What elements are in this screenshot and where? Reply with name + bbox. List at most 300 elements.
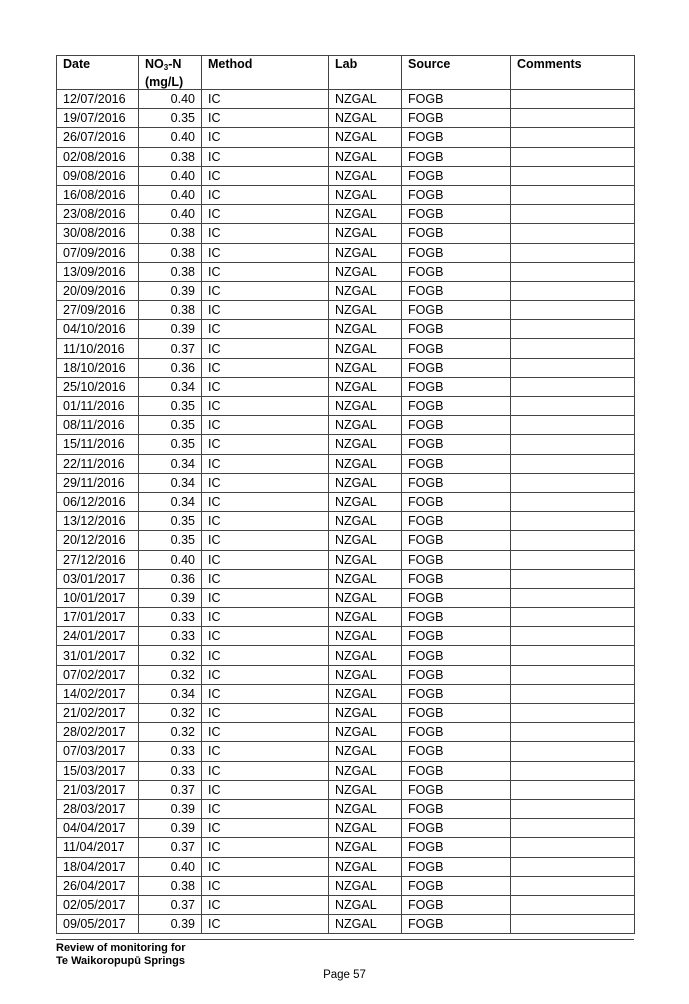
table-body	[57, 90, 635, 934]
date-cell: 11/04/2017	[57, 838, 139, 857]
method-cell: IC	[202, 819, 329, 838]
lab-cell: NZGAL	[329, 301, 402, 320]
table-row	[57, 454, 635, 473]
table-row	[57, 90, 635, 109]
no3n-value-cell: 0.39	[139, 915, 202, 934]
comments-cell	[511, 531, 635, 550]
source-cell: FOGB	[402, 665, 511, 684]
date-cell: 07/03/2017	[57, 742, 139, 761]
comments-cell	[511, 876, 635, 895]
table-row	[57, 301, 635, 320]
method-cell: IC	[202, 358, 329, 377]
source-cell: FOGB	[402, 320, 511, 339]
comments-cell	[511, 185, 635, 204]
method-cell: IC	[202, 665, 329, 684]
no3n-value-cell: 0.35	[139, 109, 202, 128]
source-cell: FOGB	[402, 301, 511, 320]
no3n-value-cell: 0.39	[139, 281, 202, 300]
source-cell: FOGB	[402, 780, 511, 799]
date-cell: 27/12/2016	[57, 550, 139, 569]
comments-cell	[511, 301, 635, 320]
date-cell: 18/10/2016	[57, 358, 139, 377]
lab-cell: NZGAL	[329, 608, 402, 627]
page-number: Page 57	[323, 969, 366, 981]
table-row	[57, 512, 635, 531]
method-cell: IC	[202, 704, 329, 723]
source-cell: FOGB	[402, 454, 511, 473]
no3n-value-cell: 0.34	[139, 377, 202, 396]
lab-cell: NZGAL	[329, 799, 402, 818]
table-row	[57, 224, 635, 243]
comments-cell	[511, 780, 635, 799]
method-cell: IC	[202, 473, 329, 492]
date-cell: 13/12/2016	[57, 512, 139, 531]
date-cell: 07/09/2016	[57, 243, 139, 262]
lab-cell: NZGAL	[329, 684, 402, 703]
date-cell: 15/03/2017	[57, 761, 139, 780]
comments-cell	[511, 377, 635, 396]
comments-cell	[511, 895, 635, 914]
source-cell: FOGB	[402, 416, 511, 435]
table-row	[57, 799, 635, 818]
date-cell: 16/08/2016	[57, 185, 139, 204]
no3n-value-cell: 0.40	[139, 857, 202, 876]
source-cell: FOGB	[402, 512, 511, 531]
source-cell: FOGB	[402, 646, 511, 665]
lab-cell: NZGAL	[329, 166, 402, 185]
nitrate-data-table	[56, 55, 635, 934]
lab-cell: NZGAL	[329, 819, 402, 838]
method-cell: IC	[202, 377, 329, 396]
lab-cell: NZGAL	[329, 569, 402, 588]
source-cell: FOGB	[402, 799, 511, 818]
source-cell: FOGB	[402, 569, 511, 588]
method-cell: IC	[202, 569, 329, 588]
table-row	[57, 857, 635, 876]
no3n-value-cell: 0.35	[139, 435, 202, 454]
date-cell: 21/02/2017	[57, 704, 139, 723]
table-row	[57, 435, 635, 454]
method-cell: IC	[202, 281, 329, 300]
no3n-value-cell: 0.39	[139, 320, 202, 339]
method-cell: IC	[202, 838, 329, 857]
no3n-value-cell: 0.34	[139, 492, 202, 511]
lab-cell: NZGAL	[329, 857, 402, 876]
date-cell: 08/11/2016	[57, 416, 139, 435]
comments-cell	[511, 838, 635, 857]
no3n-value-cell: 0.37	[139, 838, 202, 857]
no3n-value-cell: 0.40	[139, 128, 202, 147]
source-cell: FOGB	[402, 742, 511, 761]
date-cell: 15/11/2016	[57, 435, 139, 454]
header-method: Method	[202, 56, 329, 90]
date-cell: 26/07/2016	[57, 128, 139, 147]
method-cell: IC	[202, 128, 329, 147]
table-row	[57, 627, 635, 646]
table-row	[57, 876, 635, 895]
lab-cell: NZGAL	[329, 262, 402, 281]
no3n-value-cell: 0.40	[139, 90, 202, 109]
method-cell: IC	[202, 492, 329, 511]
method-cell: IC	[202, 512, 329, 531]
method-cell: IC	[202, 454, 329, 473]
comments-cell	[511, 857, 635, 876]
method-cell: IC	[202, 723, 329, 742]
comments-cell	[511, 512, 635, 531]
lab-cell: NZGAL	[329, 780, 402, 799]
header-date: Date	[57, 56, 139, 90]
source-cell: FOGB	[402, 550, 511, 569]
table-row	[57, 358, 635, 377]
method-cell: IC	[202, 627, 329, 646]
date-cell: 12/07/2016	[57, 90, 139, 109]
method-cell: IC	[202, 915, 329, 934]
table-row	[57, 147, 635, 166]
table-row	[57, 550, 635, 569]
lab-cell: NZGAL	[329, 646, 402, 665]
table-row	[57, 339, 635, 358]
lab-cell: NZGAL	[329, 109, 402, 128]
lab-cell: NZGAL	[329, 512, 402, 531]
comments-cell	[511, 243, 635, 262]
date-cell: 22/11/2016	[57, 454, 139, 473]
comments-cell	[511, 128, 635, 147]
no3n-value-cell: 0.37	[139, 339, 202, 358]
table-row	[57, 761, 635, 780]
date-cell: 23/08/2016	[57, 205, 139, 224]
lab-cell: NZGAL	[329, 358, 402, 377]
table-row	[57, 646, 635, 665]
lab-cell: NZGAL	[329, 185, 402, 204]
comments-cell	[511, 723, 635, 742]
method-cell: IC	[202, 185, 329, 204]
no3n-value-cell: 0.40	[139, 550, 202, 569]
date-cell: 29/11/2016	[57, 473, 139, 492]
no3n-value-cell: 0.38	[139, 147, 202, 166]
footer-title-line2: Te Waikoropupū Springs	[56, 955, 185, 967]
date-cell: 02/08/2016	[57, 147, 139, 166]
date-cell: 10/01/2017	[57, 588, 139, 607]
comments-cell	[511, 588, 635, 607]
comments-cell	[511, 646, 635, 665]
table-row	[57, 588, 635, 607]
comments-cell	[511, 109, 635, 128]
date-cell: 26/04/2017	[57, 876, 139, 895]
lab-cell: NZGAL	[329, 704, 402, 723]
source-cell: FOGB	[402, 492, 511, 511]
date-cell: 06/12/2016	[57, 492, 139, 511]
comments-cell	[511, 397, 635, 416]
lab-cell: NZGAL	[329, 454, 402, 473]
comments-cell	[511, 147, 635, 166]
comments-cell	[511, 704, 635, 723]
date-cell: 18/04/2017	[57, 857, 139, 876]
lab-cell: NZGAL	[329, 742, 402, 761]
header-no3n	[139, 56, 202, 90]
comments-cell	[511, 205, 635, 224]
no3n-value-cell: 0.34	[139, 473, 202, 492]
source-cell: FOGB	[402, 819, 511, 838]
source-cell: FOGB	[402, 281, 511, 300]
lab-cell: NZGAL	[329, 416, 402, 435]
method-cell: IC	[202, 205, 329, 224]
date-cell: 01/11/2016	[57, 397, 139, 416]
no3n-value-cell: 0.36	[139, 358, 202, 377]
method-cell: IC	[202, 550, 329, 569]
no3n-value-cell: 0.33	[139, 742, 202, 761]
lab-cell: NZGAL	[329, 665, 402, 684]
table-row	[57, 915, 635, 934]
source-cell: FOGB	[402, 224, 511, 243]
no3n-value-cell: 0.38	[139, 301, 202, 320]
method-cell: IC	[202, 224, 329, 243]
no3n-value-cell: 0.39	[139, 799, 202, 818]
table-row	[57, 665, 635, 684]
source-cell: FOGB	[402, 435, 511, 454]
no3n-value-cell: 0.39	[139, 588, 202, 607]
comments-cell	[511, 224, 635, 243]
method-cell: IC	[202, 531, 329, 550]
method-cell: IC	[202, 684, 329, 703]
table-row	[57, 531, 635, 550]
lab-cell: NZGAL	[329, 224, 402, 243]
source-cell: FOGB	[402, 262, 511, 281]
lab-cell: NZGAL	[329, 627, 402, 646]
date-cell: 31/01/2017	[57, 646, 139, 665]
date-cell: 28/03/2017	[57, 799, 139, 818]
method-cell: IC	[202, 320, 329, 339]
lab-cell: NZGAL	[329, 838, 402, 857]
table-row	[57, 109, 635, 128]
comments-cell	[511, 608, 635, 627]
source-cell: FOGB	[402, 205, 511, 224]
lab-cell: NZGAL	[329, 473, 402, 492]
lab-cell: NZGAL	[329, 281, 402, 300]
table-row	[57, 569, 635, 588]
table-row	[57, 838, 635, 857]
method-cell: IC	[202, 109, 329, 128]
method-cell: IC	[202, 243, 329, 262]
header-no3-unit: (mg/L)	[145, 75, 184, 89]
table-row	[57, 205, 635, 224]
table-row	[57, 128, 635, 147]
table-row	[57, 262, 635, 281]
source-cell: FOGB	[402, 243, 511, 262]
table-row	[57, 704, 635, 723]
source-cell: FOGB	[402, 838, 511, 857]
header-source: Source	[402, 56, 511, 90]
table-row	[57, 397, 635, 416]
method-cell: IC	[202, 397, 329, 416]
comments-cell	[511, 492, 635, 511]
no3n-value-cell: 0.38	[139, 224, 202, 243]
comments-cell	[511, 435, 635, 454]
comments-cell	[511, 473, 635, 492]
method-cell: IC	[202, 435, 329, 454]
method-cell: IC	[202, 262, 329, 281]
source-cell: FOGB	[402, 684, 511, 703]
no3n-value-cell: 0.32	[139, 723, 202, 742]
table-row	[57, 684, 635, 703]
date-cell: 24/01/2017	[57, 627, 139, 646]
lab-cell: NZGAL	[329, 550, 402, 569]
no3n-value-cell: 0.34	[139, 684, 202, 703]
comments-cell	[511, 281, 635, 300]
table-row	[57, 281, 635, 300]
footer-divider	[56, 939, 634, 940]
no3n-value-cell: 0.33	[139, 627, 202, 646]
comments-cell	[511, 166, 635, 185]
date-cell: 09/05/2017	[57, 915, 139, 934]
source-cell: FOGB	[402, 128, 511, 147]
table-row	[57, 780, 635, 799]
table-row	[57, 723, 635, 742]
comments-cell	[511, 819, 635, 838]
comments-cell	[511, 742, 635, 761]
date-cell: 19/07/2016	[57, 109, 139, 128]
source-cell: FOGB	[402, 723, 511, 742]
source-cell: FOGB	[402, 166, 511, 185]
date-cell: 04/04/2017	[57, 819, 139, 838]
table-row	[57, 320, 635, 339]
method-cell: IC	[202, 780, 329, 799]
no3n-value-cell: 0.37	[139, 780, 202, 799]
source-cell: FOGB	[402, 185, 511, 204]
table-row	[57, 742, 635, 761]
date-cell: 27/09/2016	[57, 301, 139, 320]
comments-cell	[511, 915, 635, 934]
comments-cell	[511, 90, 635, 109]
no3n-value-cell: 0.38	[139, 876, 202, 895]
table-row	[57, 819, 635, 838]
comments-cell	[511, 627, 635, 646]
method-cell: IC	[202, 301, 329, 320]
lab-cell: NZGAL	[329, 205, 402, 224]
source-cell: FOGB	[402, 627, 511, 646]
no3n-value-cell: 0.40	[139, 166, 202, 185]
lab-cell: NZGAL	[329, 397, 402, 416]
date-cell: 25/10/2016	[57, 377, 139, 396]
no3n-value-cell: 0.32	[139, 646, 202, 665]
date-cell: 13/09/2016	[57, 262, 139, 281]
source-cell: FOGB	[402, 397, 511, 416]
comments-cell	[511, 358, 635, 377]
source-cell: FOGB	[402, 531, 511, 550]
no3n-value-cell: 0.33	[139, 761, 202, 780]
lab-cell: NZGAL	[329, 588, 402, 607]
comments-cell	[511, 761, 635, 780]
comments-cell	[511, 665, 635, 684]
no3n-value-cell: 0.36	[139, 569, 202, 588]
source-cell: FOGB	[402, 608, 511, 627]
source-cell: FOGB	[402, 339, 511, 358]
lab-cell: NZGAL	[329, 243, 402, 262]
comments-cell	[511, 339, 635, 358]
footer-title-line1: Review of monitoring for	[56, 942, 186, 954]
table-row	[57, 166, 635, 185]
no3n-value-cell: 0.35	[139, 531, 202, 550]
date-cell: 20/12/2016	[57, 531, 139, 550]
method-cell: IC	[202, 799, 329, 818]
no3n-value-cell: 0.32	[139, 665, 202, 684]
date-cell: 11/10/2016	[57, 339, 139, 358]
date-cell: 21/03/2017	[57, 780, 139, 799]
lab-cell: NZGAL	[329, 377, 402, 396]
header-lab: Lab	[329, 56, 402, 90]
source-cell: FOGB	[402, 109, 511, 128]
lab-cell: NZGAL	[329, 531, 402, 550]
source-cell: FOGB	[402, 90, 511, 109]
no3n-value-cell: 0.38	[139, 243, 202, 262]
table-row	[57, 377, 635, 396]
no3n-value-cell: 0.37	[139, 895, 202, 914]
lab-cell: NZGAL	[329, 435, 402, 454]
date-cell: 17/01/2017	[57, 608, 139, 627]
date-cell: 04/10/2016	[57, 320, 139, 339]
comments-cell	[511, 320, 635, 339]
date-cell: 30/08/2016	[57, 224, 139, 243]
no3n-value-cell: 0.40	[139, 205, 202, 224]
comments-cell	[511, 262, 635, 281]
no3n-value-cell: 0.38	[139, 262, 202, 281]
source-cell: FOGB	[402, 147, 511, 166]
method-cell: IC	[202, 742, 329, 761]
lab-cell: NZGAL	[329, 320, 402, 339]
no3n-value-cell: 0.34	[139, 454, 202, 473]
source-cell: FOGB	[402, 857, 511, 876]
method-cell: IC	[202, 761, 329, 780]
no3n-value-cell: 0.32	[139, 704, 202, 723]
table-header-row	[57, 56, 635, 90]
lab-cell: NZGAL	[329, 915, 402, 934]
lab-cell: NZGAL	[329, 339, 402, 358]
lab-cell: NZGAL	[329, 895, 402, 914]
lab-cell: NZGAL	[329, 492, 402, 511]
comments-cell	[511, 550, 635, 569]
method-cell: IC	[202, 166, 329, 185]
no3n-value-cell: 0.35	[139, 512, 202, 531]
source-cell: FOGB	[402, 704, 511, 723]
table-row	[57, 416, 635, 435]
date-cell: 09/08/2016	[57, 166, 139, 185]
source-cell: FOGB	[402, 377, 511, 396]
method-cell: IC	[202, 608, 329, 627]
source-cell: FOGB	[402, 473, 511, 492]
comments-cell	[511, 569, 635, 588]
date-cell: 14/02/2017	[57, 684, 139, 703]
table-row	[57, 895, 635, 914]
source-cell: FOGB	[402, 915, 511, 934]
source-cell: FOGB	[402, 588, 511, 607]
no3n-value-cell: 0.33	[139, 608, 202, 627]
table-row	[57, 608, 635, 627]
lab-cell: NZGAL	[329, 128, 402, 147]
date-cell: 03/01/2017	[57, 569, 139, 588]
no3n-value-cell: 0.40	[139, 185, 202, 204]
lab-cell: NZGAL	[329, 876, 402, 895]
source-cell: FOGB	[402, 876, 511, 895]
method-cell: IC	[202, 857, 329, 876]
comments-cell	[511, 799, 635, 818]
lab-cell: NZGAL	[329, 761, 402, 780]
method-cell: IC	[202, 876, 329, 895]
header-no3-subscript: 3	[163, 63, 169, 72]
date-cell: 28/02/2017	[57, 723, 139, 742]
no3n-value-cell: 0.35	[139, 397, 202, 416]
header-comments: Comments	[511, 56, 635, 90]
method-cell: IC	[202, 646, 329, 665]
lab-cell: NZGAL	[329, 147, 402, 166]
